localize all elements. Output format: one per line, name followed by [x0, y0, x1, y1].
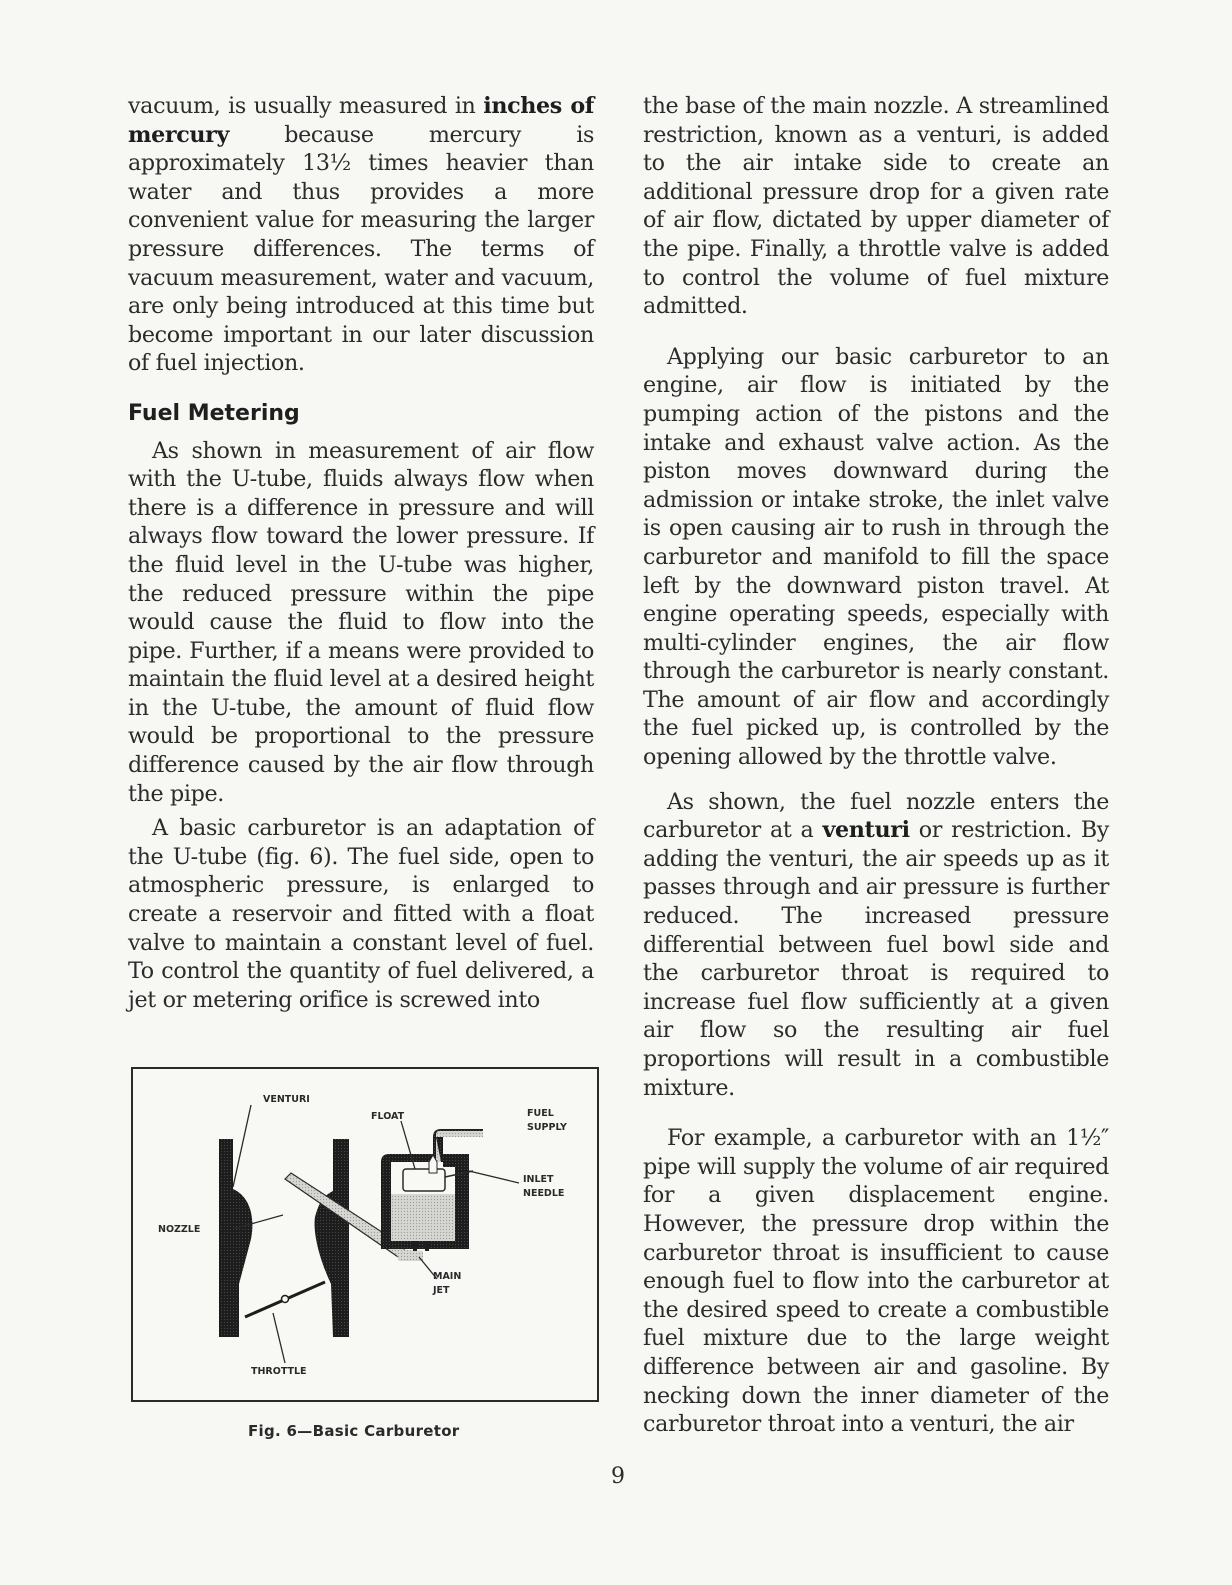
- paragraph-vacuum-measurement: vacuum, is usually measured in inches of mercury because mercury is approximately 13½ times heavier than water and thus provides a more convenient value for measuring the larger pressure differences. The terms of vacuum measurement, water and vacuum, are only being introduced at this time but become important in our later discussion of fuel injection.: [128, 93, 594, 377]
- figure-basic-carburetor: [131, 1067, 599, 1402]
- label-throttle: THROTTLE: [251, 1366, 307, 1377]
- paragraph-engine-air-flow: Applying our basic carburetor to an engine, air flow is initiated by the pumping action of the pistons and the intake and exhaust valve action. As the piston moves downward during the admission or intake stroke, the inlet valve is open causing air to rush in through the carburetor and manifold to fill the space left by the downward piston travel. At engine operating speeds, especially with multi-cylinder engines, the air flow through the carburetor is nearly constant. The amount of air flow and accordingly the fuel picked up, is controlled by the opening allowed by the throttle valve.: [643, 343, 1109, 771]
- main-jet: [413, 1241, 417, 1251]
- paragraph-fluid-flow: As shown in measurement of air flow with the U-tube, fluids always flow when there is a difference in pressure and will always flow toward the lower pressure. If the fluid level in the U-tube was higher, the reduced pressure within the pipe would cause the fluid to flow into the pipe. Further, if a means were provided to maintain the fluid level at a desired height in the U-tube, the amount of fluid flow would be proportional to the pressure difference caused by the air flow through the pipe.: [128, 437, 594, 807]
- paragraph-fuel-nozzle-venturi: As shown, the fuel nozzle enters the carburetor at a venturi or restriction. By adding the venturi, the air speeds up as it passes through and air pressure is further reduced. The increased pressure differential between fuel bowl side and the carburetor throat is required to increase fuel flow sufficiently at a given air flow so the resulting air fuel proportions will result in a combustible mixture.: [643, 788, 1109, 1101]
- label-main-jet-line2: JET: [433, 1285, 450, 1296]
- paragraph-basic-carburetor: A basic carburetor is an adaptation of the U-tube (fig. 6). The fuel side, open to atmospheric pressure, is enlarged to create a reservoir and fitted with a float valve to maintain a constant level of fuel. To control the quantity of fuel delivered, a jet or metering orifice is screwed into: [128, 815, 594, 1013]
- bold-term-inches-of-mercury: inches of mercury: [128, 93, 594, 148]
- right-column: [643, 92, 1109, 1439]
- page-number: 9: [611, 1464, 625, 1489]
- label-main-jet-line1: MAIN: [433, 1271, 462, 1282]
- label-nozzle: NOZZLE: [158, 1224, 201, 1235]
- venturi-left-wall: [219, 1139, 252, 1337]
- fuel-level: [391, 1194, 455, 1241]
- paragraph-venturi-restriction: the base of the main nozzle. A streamlined restriction, known as a venturi, is added to the air intake side to create an additional pressure drop for a given rate of air flow, dictated by upper diameter of the pipe. Finally, a throttle valve is added to control the volume of fuel mixture admitted.: [643, 93, 1109, 320]
- label-fuel-supply-line1: FUEL: [527, 1108, 554, 1119]
- left-column: [128, 92, 594, 1014]
- carburetor-diagram: [133, 1069, 597, 1400]
- float: [403, 1169, 445, 1191]
- venturi-right-wall: [315, 1139, 349, 1337]
- section-heading-fuel-metering: Fuel Metering: [128, 400, 300, 426]
- label-float: FLOAT: [371, 1111, 405, 1122]
- paragraph-pipe-example: For example, a carburetor with an 1½″ pipe will supply the volume of air required for a given displacement engine. However, the pressure drop within the carburetor throat is insufficient to cause enough fuel to flow into the carburetor at the desired speed to create a combustible fuel mixture due to the large weight difference between air and gasoline. By necking down the inner diameter of the carburetor throat into a venturi, the air: [643, 1125, 1109, 1438]
- label-inlet-needle-line1: INLET: [523, 1174, 554, 1185]
- label-venturi: VENTURI: [263, 1094, 310, 1105]
- label-fuel-supply-line2: SUPPLY: [527, 1122, 567, 1133]
- figure-caption: Fig. 6—Basic Carburetor: [248, 1422, 460, 1440]
- label-inlet-needle-line2: NEEDLE: [523, 1188, 565, 1199]
- bold-term-venturi: venturi: [822, 817, 910, 844]
